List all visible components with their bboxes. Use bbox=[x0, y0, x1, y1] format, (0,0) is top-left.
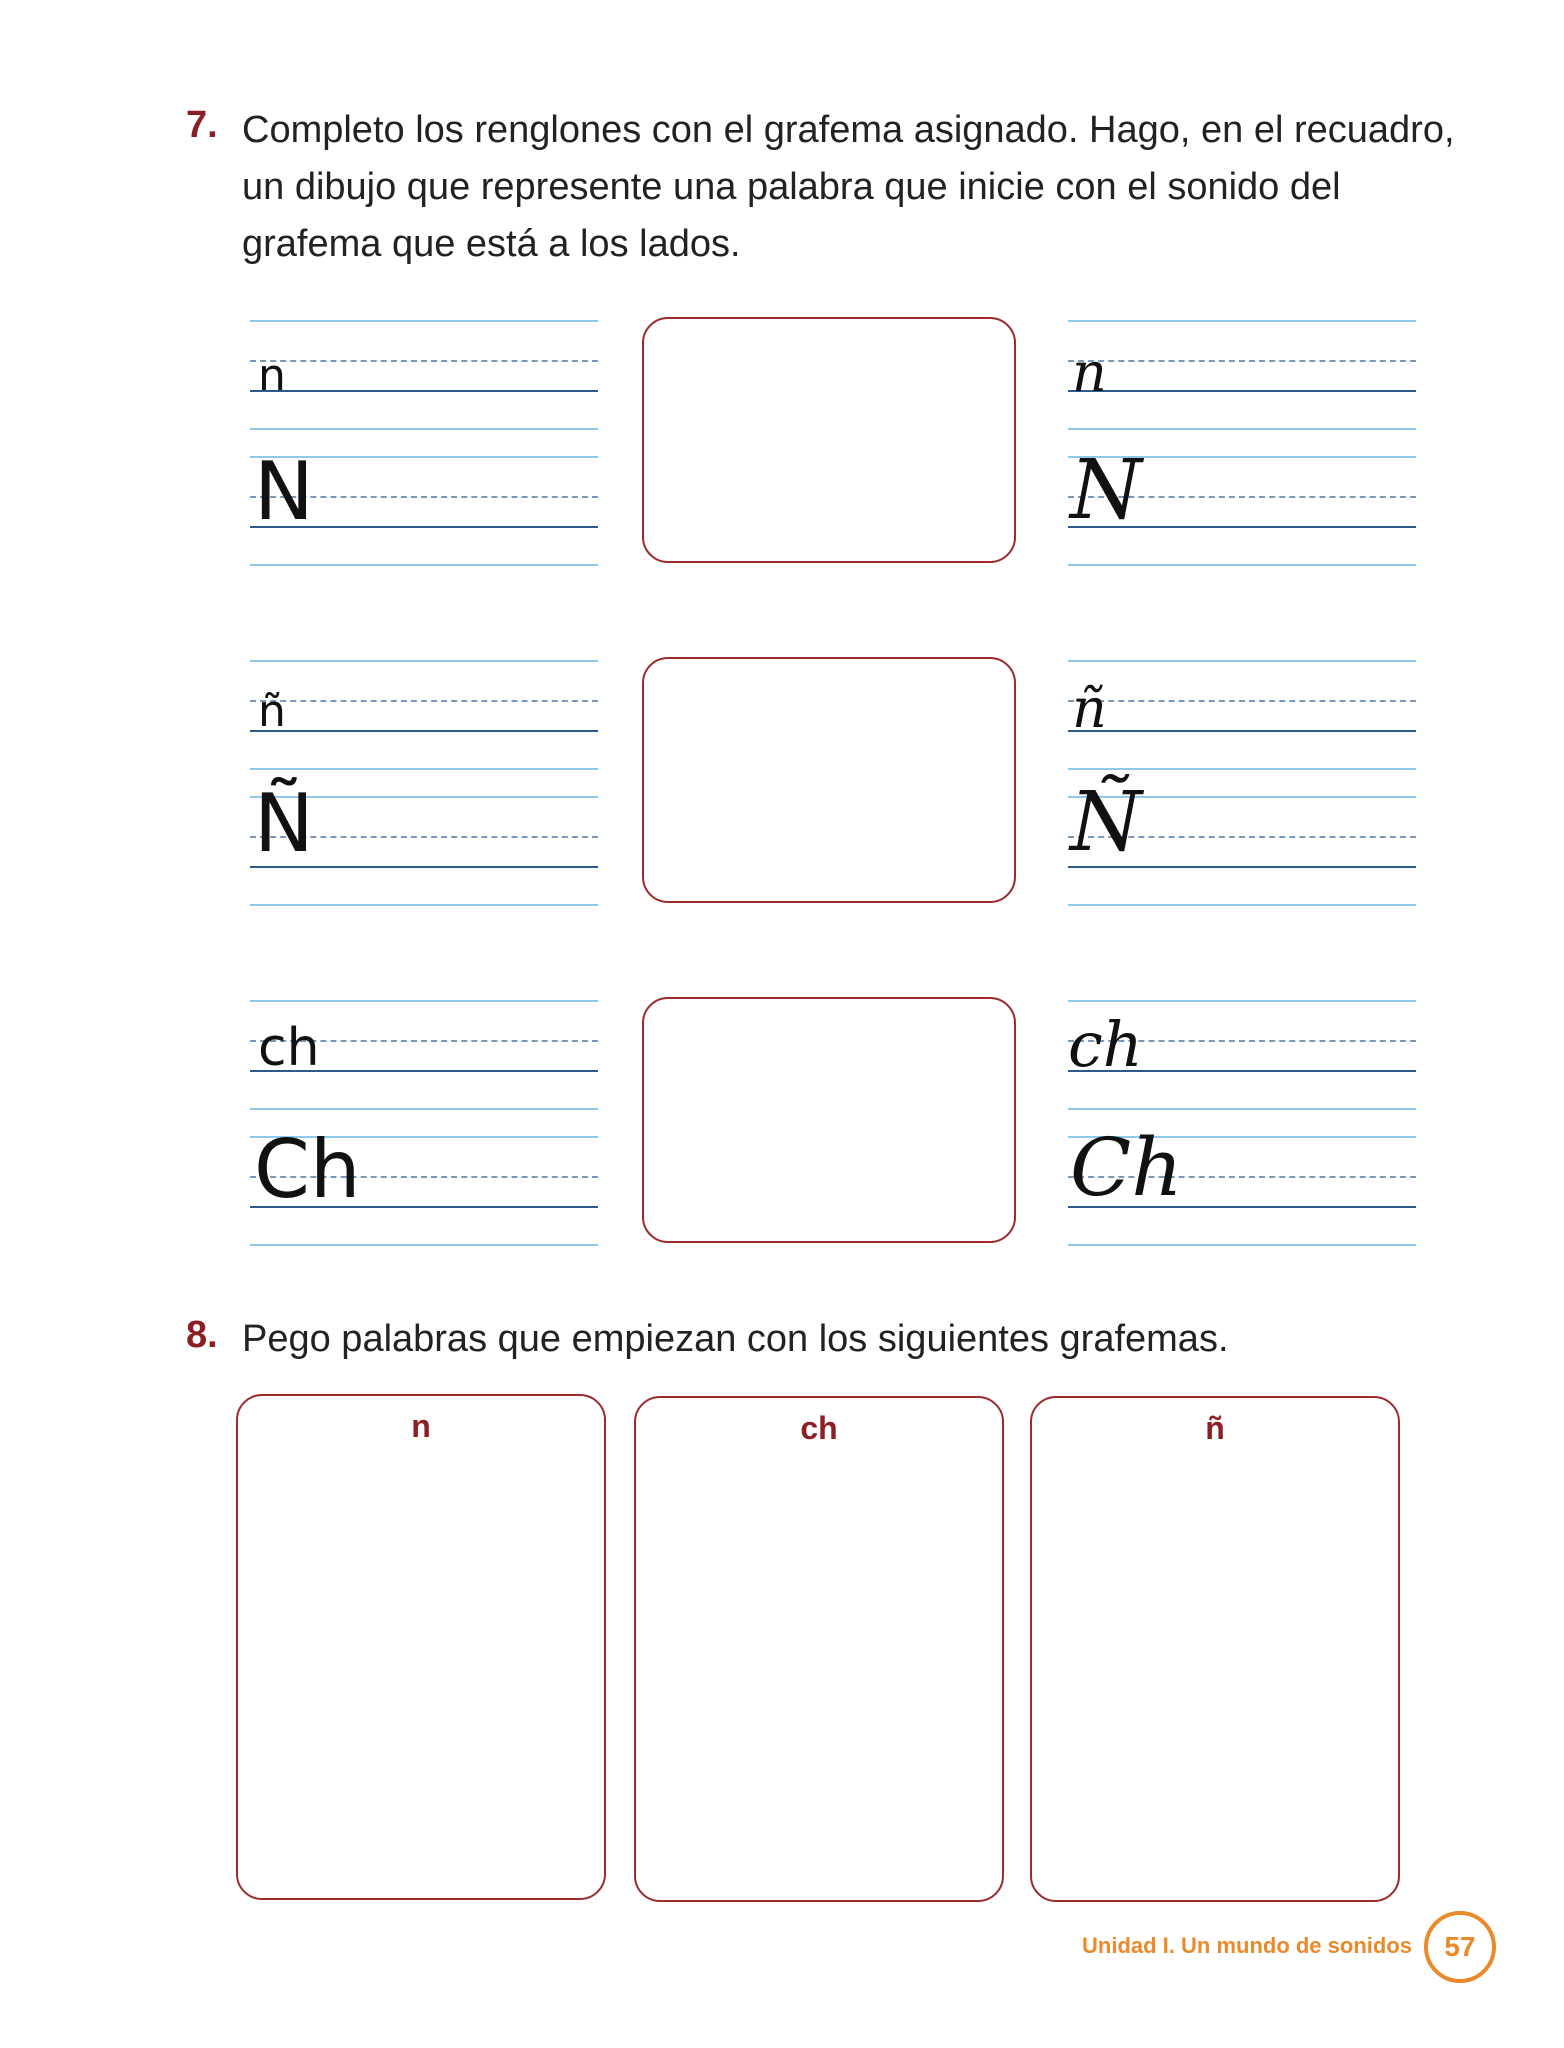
exercise-7-instructions: Completo los renglones con el grafema asignado. Hago, en el recuadro, un dibujo que represente una palabra que inicie con el sonido del grafema que está a los lados. bbox=[242, 109, 1455, 265]
drawing-box-row1[interactable] bbox=[642, 317, 1016, 563]
paste-box-label: ch bbox=[800, 1410, 838, 1446]
handwriting-lines-print-row2[interactable] bbox=[250, 660, 598, 910]
handwriting-lines-print-row3[interactable] bbox=[250, 1000, 598, 1250]
handwriting-lines-cursive-row2[interactable] bbox=[1068, 660, 1416, 910]
glyph-print-lower: ch bbox=[258, 1018, 320, 1078]
drawing-box-row2[interactable] bbox=[642, 657, 1016, 903]
paste-box-label: n bbox=[411, 1408, 431, 1444]
page-number: 57 bbox=[1444, 1931, 1476, 1962]
glyph-cursive-upper: Ch bbox=[1070, 1121, 1183, 1214]
glyph-print-lower: ñ bbox=[258, 686, 286, 737]
glyph-print-upper: Ch bbox=[254, 1123, 361, 1216]
footer-unit-title: Unidad I. Un mundo de sonidos bbox=[1082, 1933, 1412, 1958]
exercise-7-number: 7. bbox=[186, 104, 218, 146]
glyph-print-lower: n bbox=[258, 350, 286, 401]
handwriting-lines-print-row1[interactable] bbox=[250, 320, 598, 570]
paste-box-n[interactable] bbox=[236, 1394, 606, 1900]
exercise-8-instructions: Pego palabras que empiezan con los siguientes grafemas. bbox=[242, 1318, 1229, 1360]
glyph-cursive-lower: ñ bbox=[1072, 677, 1107, 740]
handwriting-lines-cursive-row3[interactable] bbox=[1068, 1000, 1416, 1250]
glyph-cursive-upper: Ñ bbox=[1070, 775, 1142, 870]
glyph-print-upper: Ñ bbox=[254, 777, 314, 870]
handwriting-lines-cursive-row1[interactable] bbox=[1068, 320, 1416, 570]
glyph-cursive-lower: n bbox=[1072, 341, 1107, 404]
glyph-cursive-upper: N bbox=[1070, 443, 1142, 538]
paste-box-enye[interactable] bbox=[1030, 1396, 1400, 1902]
paste-box-ch[interactable] bbox=[634, 1396, 1004, 1902]
paste-box-label: ñ bbox=[1205, 1410, 1225, 1446]
glyph-print-upper: N bbox=[254, 445, 314, 538]
page-number-badge bbox=[1424, 1911, 1496, 1983]
drawing-box-row3[interactable] bbox=[642, 997, 1016, 1243]
exercise-8-number: 8. bbox=[186, 1314, 218, 1356]
glyph-cursive-lower: ch bbox=[1068, 1008, 1143, 1081]
